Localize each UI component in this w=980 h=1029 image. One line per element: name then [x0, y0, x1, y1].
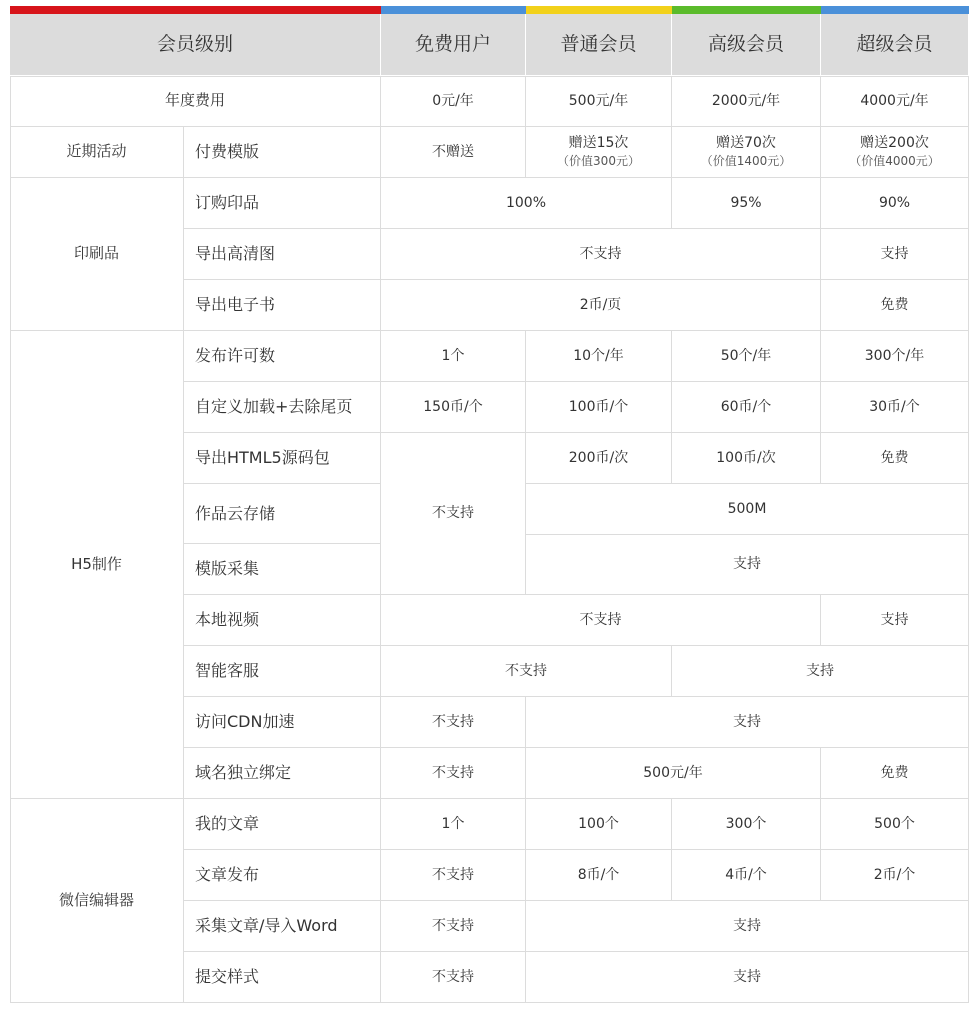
annual-fee-super: 4000元/年 — [821, 76, 969, 127]
activity-advanced-main: 赠送70次 — [716, 135, 776, 152]
articles-free: 1个 — [381, 799, 526, 850]
html5-normal: 200币/次 — [526, 433, 672, 484]
category-wechat-editor: 微信编辑器 — [10, 799, 184, 1003]
row-label-smart-service: 智能客服 — [184, 646, 381, 697]
post-advanced: 4币/个 — [672, 850, 821, 901]
video-super: 支持 — [821, 595, 969, 646]
service-free-normal: 不支持 — [381, 646, 672, 697]
export-hd-super: 支持 — [821, 229, 969, 280]
publish-free: 1个 — [381, 331, 526, 382]
header-free: 免费用户 — [381, 14, 526, 76]
articles-normal: 100个 — [526, 799, 672, 850]
cdn-free: 不支持 — [381, 697, 526, 748]
header-level: 会员级别 — [10, 14, 381, 76]
order-free-normal: 100% — [381, 178, 672, 229]
collect-paid: 支持 — [526, 901, 969, 952]
activity-super — [821, 127, 969, 178]
cdn-paid: 支持 — [526, 697, 969, 748]
post-normal: 8币/个 — [526, 850, 672, 901]
post-super: 2币/个 — [821, 850, 969, 901]
row-label-cloud-storage: 作品云存储 — [184, 484, 381, 544]
activity-super-main: 赠送200次 — [860, 135, 929, 152]
articles-super: 500个 — [821, 799, 969, 850]
row-label-order-print: 订购印品 — [184, 178, 381, 229]
row-label-export-ebook: 导出电子书 — [184, 280, 381, 331]
order-advanced: 95% — [672, 178, 821, 229]
export-ebook-super: 免费 — [821, 280, 969, 331]
row-label-article-publish: 文章发布 — [184, 850, 381, 901]
row-label-submit-style: 提交样式 — [184, 952, 381, 1003]
order-super: 90% — [821, 178, 969, 229]
row-label-template-collect: 模版采集 — [184, 544, 381, 595]
activity-free: 不赠送 — [381, 127, 526, 178]
row-label-my-articles: 我的文章 — [184, 799, 381, 850]
header-super: 超级会员 — [821, 14, 969, 76]
activity-normal-sub: （价值300元） — [557, 154, 640, 169]
collect-free: 不支持 — [381, 901, 526, 952]
video-free-advanced: 不支持 — [381, 595, 821, 646]
domain-normal-advanced: 500元/年 — [526, 748, 821, 799]
color-bar-blue — [381, 6, 526, 14]
category-h5: H5制作 — [10, 331, 184, 799]
annual-fee-free: 0元/年 — [381, 76, 526, 127]
row-label-local-video: 本地视频 — [184, 595, 381, 646]
domain-super: 免费 — [821, 748, 969, 799]
header-normal: 普通会员 — [526, 14, 672, 76]
row-label-custom-loading: 自定义加载+去除尾页 — [184, 382, 381, 433]
publish-super: 300个/年 — [821, 331, 969, 382]
row-label-publish-license: 发布许可数 — [184, 331, 381, 382]
activity-normal-main: 赠送15次 — [568, 135, 629, 152]
annual-fee-normal: 500元/年 — [526, 76, 672, 127]
color-bar-red — [10, 6, 381, 14]
row-label-paid-template: 付费模版 — [184, 127, 381, 178]
html5-advanced: 100币/次 — [672, 433, 821, 484]
color-bar-green — [672, 6, 821, 14]
category-activity: 近期活动 — [10, 127, 184, 178]
custom-super: 30币/个 — [821, 382, 969, 433]
color-bar-blue-2 — [821, 6, 969, 14]
template-paid: 支持 — [526, 535, 969, 595]
header-advanced: 高级会员 — [672, 14, 821, 76]
row-label-collect-article: 采集文章/导入Word — [184, 901, 381, 952]
style-free: 不支持 — [381, 952, 526, 1003]
activity-advanced-sub: （价值1400元） — [700, 154, 792, 169]
category-print: 印刷品 — [10, 178, 184, 331]
activity-normal — [526, 127, 672, 178]
custom-advanced: 60币/个 — [672, 382, 821, 433]
service-advanced-super: 支持 — [672, 646, 969, 697]
row-label-export-hd: 导出高清图 — [184, 229, 381, 280]
row-label-export-html5: 导出HTML5源码包 — [184, 433, 381, 484]
publish-advanced: 50个/年 — [672, 331, 821, 382]
activity-advanced — [672, 127, 821, 178]
export-ebook-free-advanced: 2币/页 — [381, 280, 821, 331]
post-free: 不支持 — [381, 850, 526, 901]
publish-normal: 10个/年 — [526, 331, 672, 382]
custom-free: 150币/个 — [381, 382, 526, 433]
style-paid: 支持 — [526, 952, 969, 1003]
export-hd-free-advanced: 不支持 — [381, 229, 821, 280]
free-unsupported-merged: 不支持 — [381, 433, 526, 595]
annual-fee-label: 年度费用 — [10, 76, 381, 127]
row-label-domain-binding: 域名独立绑定 — [184, 748, 381, 799]
row-label-cdn: 访问CDN加速 — [184, 697, 381, 748]
articles-advanced: 300个 — [672, 799, 821, 850]
custom-normal: 100币/个 — [526, 382, 672, 433]
domain-free: 不支持 — [381, 748, 526, 799]
activity-super-sub: （价值4000元） — [849, 154, 940, 169]
html5-super: 免费 — [821, 433, 969, 484]
annual-fee-advanced: 2000元/年 — [672, 76, 821, 127]
color-bar-yellow — [526, 6, 672, 14]
cloud-paid: 500M — [526, 484, 969, 535]
